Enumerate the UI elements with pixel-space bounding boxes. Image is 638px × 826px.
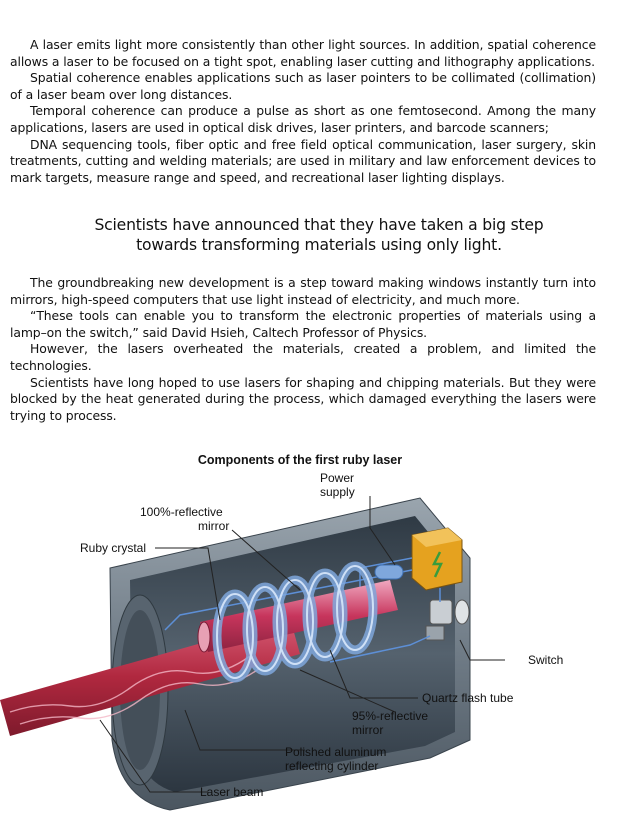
label-100-mirror: 100%-reflective xyxy=(140,505,223,519)
headline-line-1: Scientists have announced that they have taken a big step xyxy=(94,216,544,234)
ruby-end xyxy=(198,622,210,652)
figure-title: Components of the first ruby laser xyxy=(197,453,403,467)
label-power-supply: supply xyxy=(320,485,355,499)
label-power-supply: Power xyxy=(320,471,355,485)
label-quartz-flash-tube: Quartz flash tube xyxy=(422,691,514,705)
paragraph: Spatial coherence enables applications such as laser pointers to be collimated (collimation) of a laser beam over long distances. xyxy=(10,70,596,102)
headline-line-2: towards transforming materials using only light. xyxy=(136,236,502,254)
label-95-mirror: mirror xyxy=(352,723,384,737)
label-95-mirror: 95%-reflective xyxy=(352,709,429,723)
article-text-bottom xyxy=(10,275,596,424)
paragraph: Temporal coherence can produce a pulse as short as one femtosecond. Among the many applications, lasers are used in optical disk drives, laser printers, and barcode scanners; xyxy=(10,103,596,135)
paragraph: A laser emits light more consistently than other light sources. In addition, spatial coherence allows a laser to be focused on a tight spot, enabling laser cutting and lithography applications. xyxy=(10,37,596,69)
paragraph: Scientists have long hoped to use lasers for shaping and chipping materials. But they were blocked by the heat generated during the process, which damaged everything the lasers were trying to process. xyxy=(10,374,596,423)
label-aluminum-cylinder: Polished aluminum xyxy=(285,745,387,759)
label-switch: Switch xyxy=(528,653,564,667)
article-text-top xyxy=(10,37,596,186)
power-supply xyxy=(412,528,462,590)
ruby-laser-diagram xyxy=(0,440,638,826)
paragraph: However, the lasers overheated the materials, created a problem, and limited the technologies. xyxy=(10,341,596,373)
paragraph: “These tools can enable you to transform the electronic properties of materials using a lamp–on the switch,” said David Hsieh, Caltech Professor of Physics. xyxy=(10,308,596,340)
headline xyxy=(0,215,638,255)
label-ruby-crystal: Ruby crystal xyxy=(80,541,147,555)
label-laser-beam: Laser beam xyxy=(200,785,264,799)
label-aluminum-cylinder: reflecting cylinder xyxy=(285,759,379,773)
paragraph: The groundbreaking new development is a step toward making windows instantly turn into mirrors, high-speed computers that use light instead of electricity, and much more. xyxy=(10,275,596,307)
tube-connector xyxy=(375,565,403,579)
label-100-mirror: mirror xyxy=(198,519,230,533)
paragraph: DNA sequencing tools, fiber optic and free field optical communication, laser surgery, skin treatments, cutting and welding materials; are used in military and law enforcement devices to mark targets, measure range and speed, and recreational laser lighting displays. xyxy=(10,136,596,185)
